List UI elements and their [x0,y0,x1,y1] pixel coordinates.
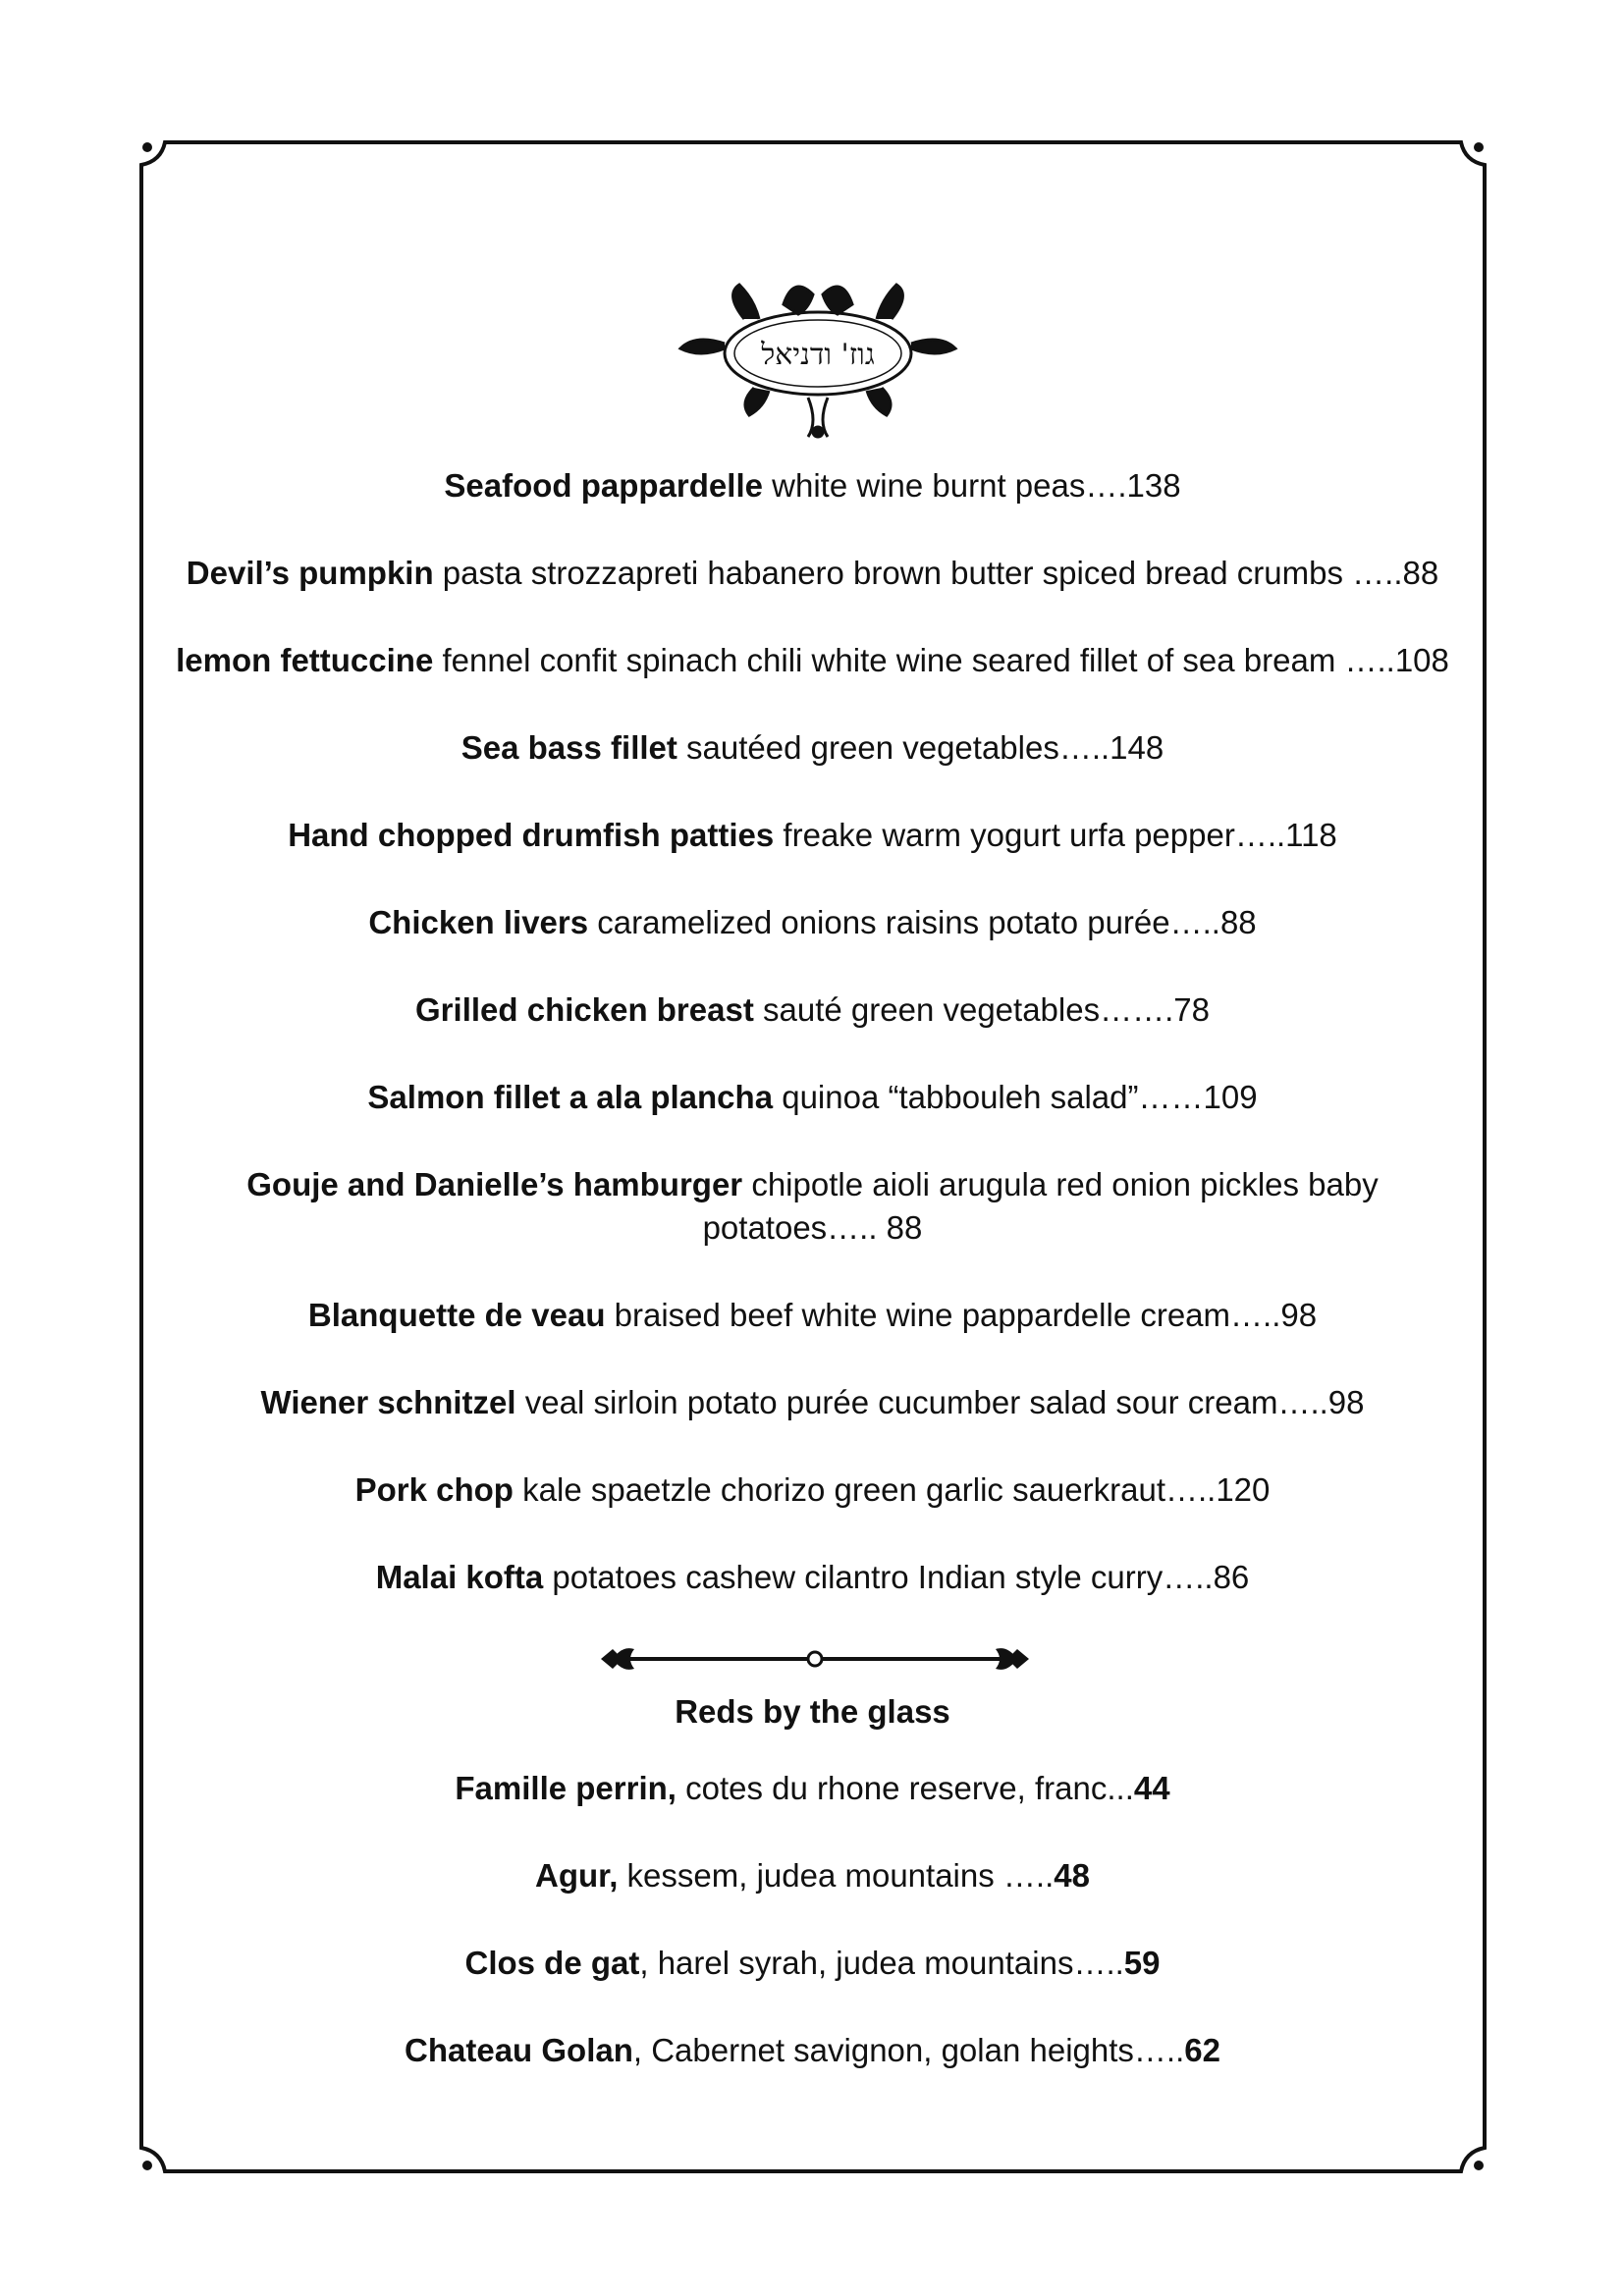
dish-description: braised beef white wine pappardelle cream…..98 [605,1297,1318,1333]
dish-item [162,814,1463,857]
dish-description: quinoa “tabbouleh salad”……109 [773,1079,1258,1115]
dish-item [162,639,1463,682]
dish-item [162,1076,1463,1119]
dish-name: Seafood pappardelle [444,467,763,504]
dish-item [162,1468,1463,1512]
wine-price: 59 [1123,1945,1161,1981]
dish-name: Pork chop [354,1471,514,1508]
wine-item [162,2029,1463,2072]
dish-name: Wiener schnitzel [260,1384,516,1420]
dish-item [162,726,1463,770]
dish-description: chipotle aioli arugula red onion pickles baby [742,1166,1379,1202]
dish-item [162,552,1463,595]
wine-price: 44 [1133,1770,1170,1806]
wine-name: Chateau Golan [405,2032,633,2068]
dish-item [162,1294,1463,1337]
dish-description: pasta strozzapreti habanero brown butter spiced bread crumbs …..88 [433,555,1439,591]
dish-name: Chicken livers [368,904,589,940]
ornament-divider [599,1637,1031,1681]
dish-name: Blanquette de veau [307,1297,606,1333]
dish-item-continuation [162,1206,1463,1250]
dish-item [162,464,1463,507]
dish-name: Salmon fillet a ala plancha [367,1079,774,1115]
dish-name: Malai kofta [375,1559,544,1595]
dish-name: lemon fettuccine [176,642,434,678]
logo-text: גוז' ודניאל [761,338,875,372]
wine-description: , harel syrah, judea mountains….. [639,1945,1124,1981]
dish-description: potatoes cashew cilantro Indian style curry…..86 [543,1559,1250,1595]
dish-item [162,988,1463,1032]
dish-name: Sea bass fillet [460,729,677,766]
dish-name: Gouje and Danielle’s hamburger [246,1166,743,1202]
dish-item [162,1163,1463,1206]
dish-description: potatoes….. 88 [702,1209,923,1246]
wine-name: Famille perrin, [455,1770,677,1806]
dish-description: kale spaetzle chorizo green garlic sauerkraut…..120 [513,1471,1271,1508]
wine-description: , Cabernet savignon, golan heights….. [632,2032,1185,2068]
dish-name: Devil’s pumpkin [186,555,434,591]
wine-name: Agur, [535,1857,619,1894]
dish-item [162,1381,1463,1424]
dish-name: Hand chopped drumfish patties [288,817,775,853]
dish-description: sautéed green vegetables…..148 [677,729,1164,766]
section-title-reds: Reds by the glass [675,1693,950,1730]
dish-description: white wine burnt peas….138 [762,467,1181,504]
dish-description: freake warm yogurt urfa pepper…..118 [774,817,1337,853]
wine-description: cotes du rhone reserve, franc... [676,1770,1134,1806]
dish-item [162,1556,1463,1599]
dish-description: sauté green vegetables…….78 [753,991,1210,1028]
dish-description: fennel confit spinach chili white wine seared fillet of sea bream …..108 [433,642,1449,678]
dish-description: caramelized onions raisins potato purée…..88 [588,904,1257,940]
dish-description: veal sirloin potato purée cucumber salad sour cream…..98 [515,1384,1365,1420]
wine-name: Clos de gat [464,1945,640,1981]
wine-item [162,1854,1463,1897]
wine-price: 62 [1184,2032,1220,2068]
restaurant-logo [676,250,960,442]
dish-name: Grilled chicken breast [415,991,754,1028]
wine-item [162,1767,1463,1810]
dish-item [162,901,1463,944]
wine-item [162,1942,1463,1985]
wine-price: 48 [1054,1857,1090,1894]
wine-description: kessem, judea mountains ….. [618,1857,1055,1894]
